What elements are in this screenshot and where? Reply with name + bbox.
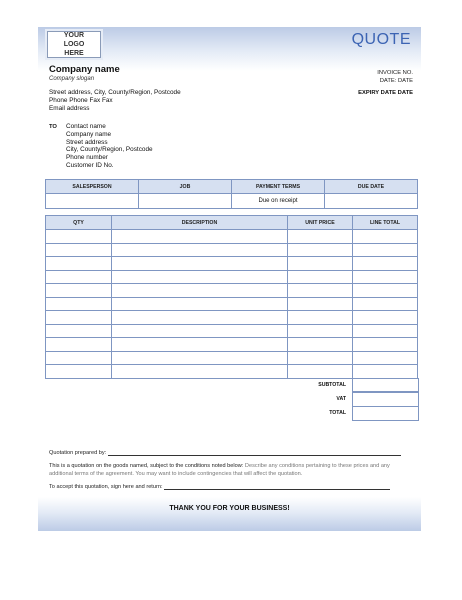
description-cell[interactable] [112, 297, 288, 311]
description-cell[interactable] [112, 365, 288, 379]
header-qty: QTY [46, 216, 112, 230]
total-label: TOTAL [329, 410, 346, 416]
unit-price-cell[interactable] [288, 257, 353, 271]
line-total-cell[interactable] [353, 297, 418, 311]
total-row [38, 406, 421, 420]
subtotal-label: SUBTOTAL [318, 382, 346, 388]
item-row [46, 270, 418, 284]
company-address [49, 89, 181, 113]
vat-value[interactable] [352, 392, 419, 407]
qty-cell[interactable] [46, 324, 112, 338]
subtotal-row [38, 378, 421, 392]
invoice-meta [377, 69, 413, 85]
line-total-cell[interactable] [353, 365, 418, 379]
description-cell[interactable] [112, 338, 288, 352]
item-row [46, 311, 418, 325]
item-row [46, 351, 418, 365]
unit-price-cell[interactable] [288, 270, 353, 284]
description-cell[interactable] [112, 257, 288, 271]
item-row [46, 297, 418, 311]
unit-price-cell[interactable] [288, 338, 353, 352]
header-description: DESCRIPTION [112, 216, 288, 230]
line-total-cell[interactable] [353, 338, 418, 352]
items-table [45, 215, 418, 379]
address-line: Street address, City, County/Region, Postcode [49, 89, 181, 96]
accept-signature-line[interactable] [164, 484, 390, 490]
prepared-by-line [49, 450, 401, 456]
phone-line: Phone Phone Fax Fax [49, 97, 113, 104]
qty-cell[interactable] [46, 311, 112, 325]
unit-price-cell[interactable] [288, 311, 353, 325]
line-total-cell[interactable] [353, 284, 418, 298]
invoice-date: DATE: DATE [379, 78, 413, 84]
conditions-statement: This is a quotation on the goods named, subject to the conditions noted below: [49, 463, 244, 469]
description-cell[interactable] [112, 243, 288, 257]
conditions-placeholder: Describe any conditions pertaining to these prices [244, 463, 369, 469]
recipient-contact: Contact name [66, 123, 106, 130]
qty-cell[interactable] [46, 284, 112, 298]
document-title: QUOTE [351, 31, 411, 48]
line-total-cell[interactable] [353, 257, 418, 271]
line-total-cell[interactable] [353, 270, 418, 284]
total-value[interactable] [352, 406, 419, 421]
unit-price-cell[interactable] [288, 351, 353, 365]
header-unit-price: UNIT PRICE [288, 216, 353, 230]
description-cell[interactable] [112, 351, 288, 365]
payment-terms-cell[interactable]: Due on receipt [232, 194, 325, 209]
conditions-placeholder-continued: and any additional terms of the agreement. You may want to include contingencies that will affect the quotation. [49, 463, 390, 477]
unit-price-cell[interactable] [288, 297, 353, 311]
email-line: Email address [49, 105, 90, 112]
qty-cell[interactable] [46, 230, 112, 244]
vat-row [38, 392, 421, 406]
quote-page [38, 27, 421, 531]
description-cell[interactable] [112, 311, 288, 325]
to-label: TO [49, 124, 57, 130]
item-row [46, 230, 418, 244]
line-total-cell[interactable] [353, 230, 418, 244]
unit-price-cell[interactable] [288, 284, 353, 298]
item-row [46, 365, 418, 379]
description-cell[interactable] [112, 230, 288, 244]
job-cell[interactable] [139, 194, 232, 209]
header-line-total: LINE TOTAL [353, 216, 418, 230]
description-cell[interactable] [112, 324, 288, 338]
item-row [46, 338, 418, 352]
unit-price-cell[interactable] [288, 324, 353, 338]
expiry-date: EXPIRY DATE DATE [358, 90, 413, 96]
item-row [46, 243, 418, 257]
thank-you-message: THANK YOU FOR YOUR BUSINESS! [169, 505, 290, 512]
header-job: JOB [139, 180, 232, 194]
recipient-street: Street address [66, 138, 108, 146]
subtotal-value[interactable] [352, 378, 419, 392]
unit-price-cell[interactable] [288, 365, 353, 379]
line-total-cell[interactable] [353, 243, 418, 257]
terms-table [45, 179, 418, 209]
qty-cell[interactable] [46, 270, 112, 284]
conditions-text [49, 463, 414, 478]
salesperson-cell[interactable] [46, 194, 139, 209]
recipient-phone: Phone number [66, 154, 108, 162]
qty-cell[interactable] [46, 365, 112, 379]
line-total-cell[interactable] [353, 351, 418, 365]
company-slogan: Company slogan [49, 76, 95, 82]
recipient-block [66, 123, 153, 170]
header-payment-terms: PAYMENT TERMS [232, 180, 325, 194]
item-row [46, 257, 418, 271]
invoice-number: INVOICE NO. [377, 70, 413, 76]
header-salesperson: SALESPERSON [46, 180, 139, 194]
description-cell[interactable] [112, 284, 288, 298]
footer-band [38, 497, 421, 531]
qty-cell[interactable] [46, 257, 112, 271]
qty-cell[interactable] [46, 338, 112, 352]
recipient-company: Company name [66, 130, 112, 138]
unit-price-cell[interactable] [288, 243, 353, 257]
line-total-cell[interactable] [353, 324, 418, 338]
totals-section [38, 378, 421, 423]
qty-cell[interactable] [46, 351, 112, 365]
prepared-by-label: Quotation prepared by: [49, 450, 107, 456]
company-name: Company name [49, 64, 120, 75]
accept-line [49, 484, 390, 490]
qty-cell[interactable] [46, 243, 112, 257]
recipient-customer-id: Customer ID No. [66, 161, 114, 169]
item-row [46, 324, 418, 338]
qty-cell[interactable] [46, 297, 112, 311]
prepared-by-signature-line[interactable] [108, 450, 401, 456]
unit-price-cell[interactable] [288, 230, 353, 244]
item-row [46, 284, 418, 298]
recipient-city: City, County/Region, Postcode [66, 146, 153, 154]
description-cell[interactable] [112, 270, 288, 284]
vat-label: VAT [336, 396, 346, 402]
accept-label: To accept this quotation, sign here and return: [49, 484, 163, 490]
line-total-cell[interactable] [353, 311, 418, 325]
due-date-cell[interactable] [325, 194, 418, 209]
header-due-date: DUE DATE [325, 180, 418, 194]
logo-placeholder: YOUR LOGO HERE [47, 31, 101, 58]
